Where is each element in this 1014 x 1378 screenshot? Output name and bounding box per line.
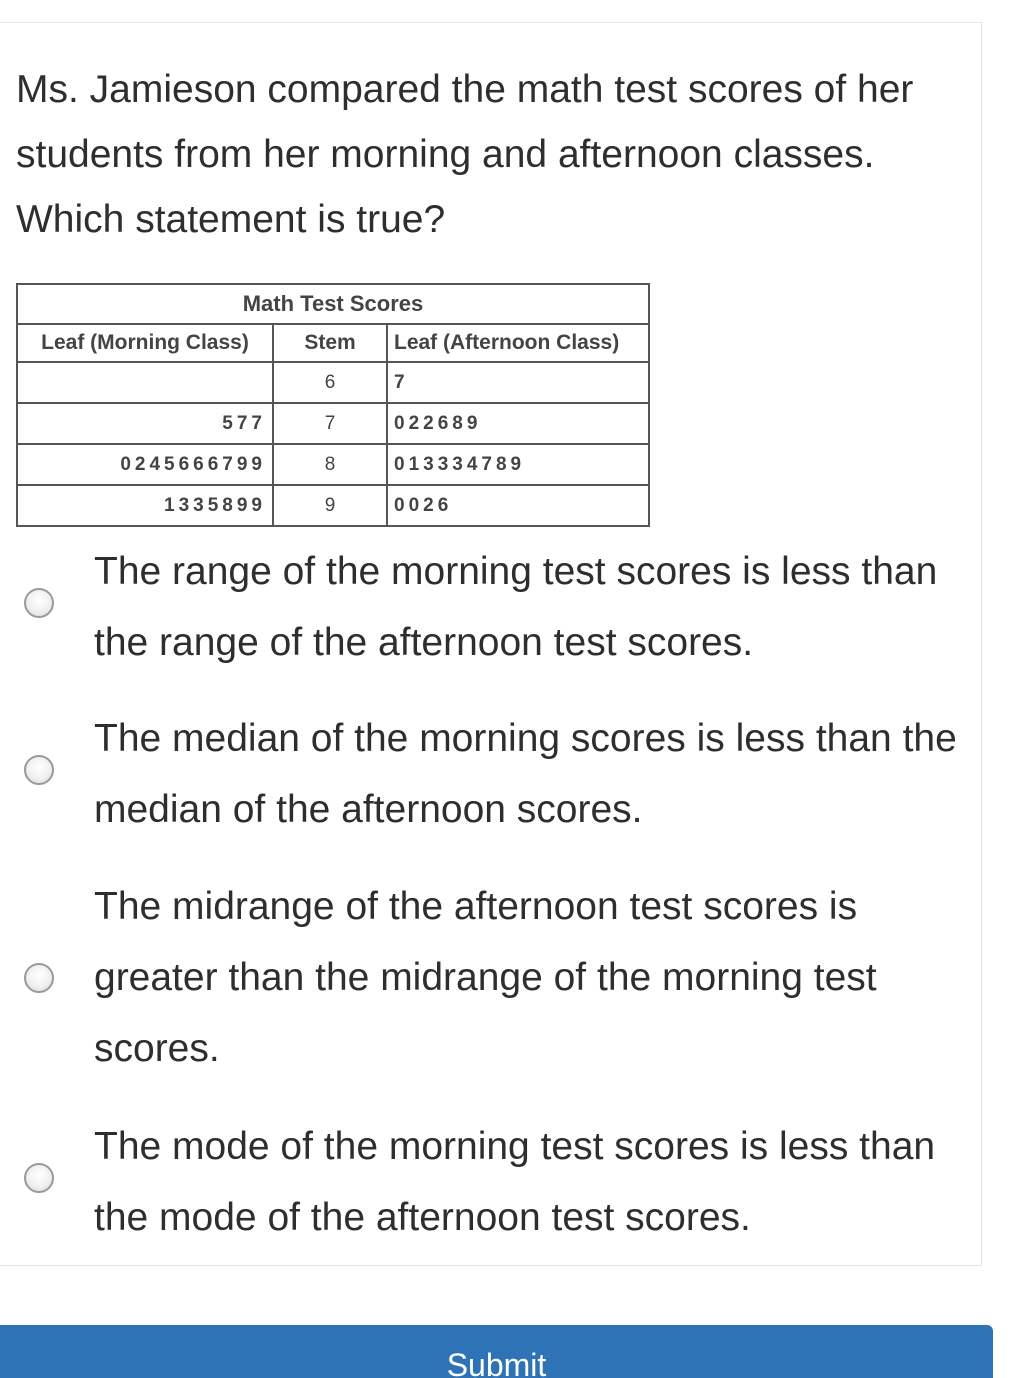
header-morning-leaf: Leaf (Morning Class) <box>17 324 273 362</box>
option-label: The mode of the morning test scores is less than the mode of the afternoon test scores. <box>94 1125 936 1239</box>
afternoon-leaf-cell: 7 <box>387 362 649 403</box>
table-row <box>17 485 649 526</box>
question-card <box>0 22 982 1266</box>
stem-cell: 6 <box>273 362 387 403</box>
radio-button[interactable] <box>24 1163 54 1193</box>
morning-leaf-cell: 577 <box>17 403 273 444</box>
table-row <box>17 444 649 485</box>
option-label: The range of the morning test scores is less than the range of the afternoon test scores. <box>94 550 938 664</box>
stem-cell: 9 <box>273 485 387 526</box>
table-title: Math Test Scores <box>17 284 649 324</box>
answer-option-range[interactable] <box>0 536 982 686</box>
table-header-row <box>17 324 649 362</box>
afternoon-leaf-cell: 0026 <box>387 485 649 526</box>
stem-and-leaf-table <box>16 283 650 527</box>
afternoon-leaf-cell: 013334789 <box>387 444 649 485</box>
question-text: Ms. Jamieson compared the math test scores of her students from her morning and afternoon classes. Which statement is true? <box>16 68 914 241</box>
submit-button[interactable]: Submit <box>0 1325 993 1378</box>
header-afternoon-leaf: Leaf (Afternoon Class) <box>387 324 649 362</box>
stem-cell: 7 <box>273 403 387 444</box>
radio-button[interactable] <box>24 588 54 618</box>
morning-leaf-cell <box>17 362 273 403</box>
morning-leaf-cell: 1335899 <box>17 485 273 526</box>
radio-button[interactable] <box>24 963 54 993</box>
radio-button[interactable] <box>24 755 54 785</box>
stem-cell: 8 <box>273 444 387 485</box>
table-row <box>17 403 649 444</box>
answer-option-median[interactable] <box>0 703 982 853</box>
answer-option-mode[interactable] <box>0 1111 982 1261</box>
morning-leaf-cell: 0245666799 <box>17 444 273 485</box>
answer-option-midrange[interactable] <box>0 871 982 1091</box>
table-title-row <box>17 284 649 324</box>
option-label: The median of the morning scores is less than the median of the afternoon scores. <box>94 717 957 831</box>
option-label: The midrange of the afternoon test scores is greater than the midrange of the morning test scores. <box>94 885 877 1070</box>
table-row <box>17 362 649 403</box>
header-stem: Stem <box>273 324 387 362</box>
afternoon-leaf-cell: 022689 <box>387 403 649 444</box>
